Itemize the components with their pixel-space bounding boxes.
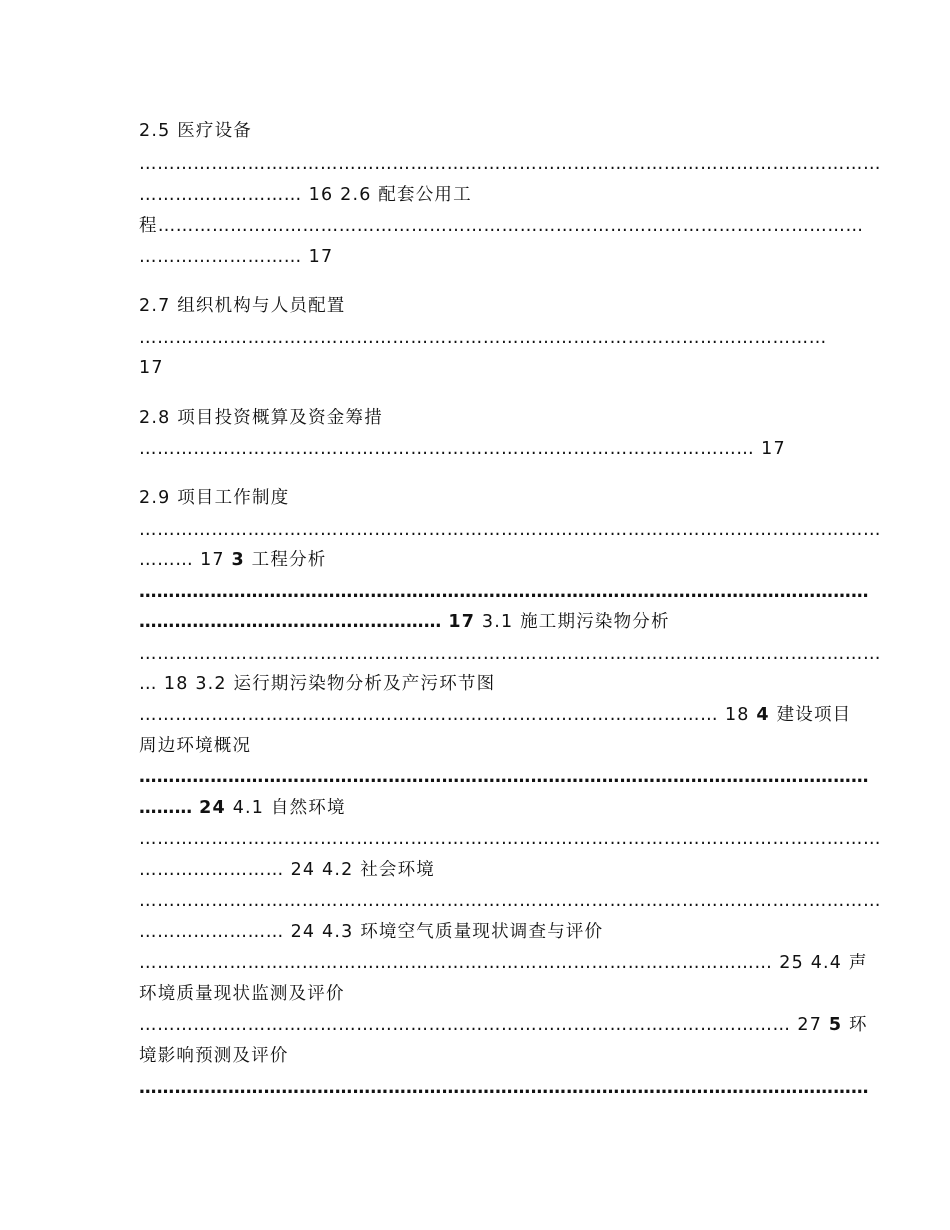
- chapter-title: 环: [848, 1015, 868, 1035]
- chapter-number: 5: [828, 1015, 843, 1035]
- dot-leader-line: [139, 153, 881, 175]
- dot-leader-line: [139, 890, 881, 912]
- toc-line: [139, 859, 435, 881]
- entry-title: 3.2 运行期污染物分析及产污环节图: [195, 674, 496, 694]
- toc-line: [139, 184, 472, 206]
- chapter-title: 境影响预测及评价: [139, 1046, 289, 1066]
- page-number: 24: [290, 860, 316, 880]
- chapter-title: 周边环境概况: [139, 736, 252, 756]
- toc-line: [139, 611, 670, 633]
- page-number: 16: [308, 185, 334, 205]
- entry-title: 程: [139, 216, 158, 236]
- dot-leader: ………………………………………………………………………………………………………: [157, 216, 864, 236]
- dot-leader-bold: ……………………………………………: [139, 612, 442, 632]
- dot-leader-line: [139, 766, 869, 788]
- chapter-title: 工程分析: [251, 550, 327, 570]
- dot-leader-bold: ……………………………………………………………………………………………………………: [139, 1078, 869, 1098]
- toc-entry-2-9: [139, 487, 289, 509]
- page-number: 17: [448, 612, 476, 632]
- page-number: 25: [779, 953, 804, 973]
- dot-leader: ……………………: [139, 860, 284, 880]
- dot-leader: ……………………………………………………………………………………………: [139, 953, 773, 973]
- toc-line: [139, 735, 251, 757]
- page-number: 24: [199, 798, 226, 818]
- toc-entry-2-7: [139, 295, 346, 317]
- toc-line: [139, 952, 868, 974]
- toc-line: [139, 1014, 868, 1036]
- toc-line: [139, 246, 333, 268]
- dot-leader-line: [139, 581, 869, 603]
- dot-leader-line: [139, 643, 881, 665]
- dot-leader: ………………………: [139, 185, 302, 205]
- entry-title: 4.2 社会环境: [322, 860, 436, 880]
- toc-line: [139, 1045, 289, 1067]
- toc-line: [139, 797, 346, 819]
- toc-line: [139, 673, 495, 695]
- page-number: 18: [163, 674, 189, 694]
- dot-leader: ……………………………………………………………………………………………………………: [139, 520, 882, 540]
- dot-leader-line: [139, 1077, 869, 1099]
- dot-leader-bold: ……………………………………………………………………………………………………………: [139, 582, 869, 602]
- entry-title: 2.8 项目投资概算及资金筹措: [139, 408, 383, 428]
- toc-line: [139, 438, 786, 460]
- entry-title: 4.3 环境空气质量现状调查与评价: [322, 922, 604, 942]
- dot-leader: …: [139, 674, 158, 694]
- dot-leader: ………: [139, 550, 194, 570]
- entry-title: 2.6 配套公用工: [340, 185, 472, 205]
- dot-leader: ……………………………………………………………………………………………………………: [139, 891, 882, 911]
- dot-leader: ………………………: [139, 247, 302, 267]
- entry-title: 4.1 自然环境: [232, 798, 346, 818]
- page-number: 17: [200, 550, 225, 570]
- chapter-title: 建设项目: [776, 705, 852, 725]
- entry-title: 2.9 项目工作制度: [139, 488, 290, 508]
- page-number: 18: [724, 705, 750, 725]
- toc-line: [139, 921, 603, 943]
- entry-title: 2.5 医疗设备: [139, 121, 252, 141]
- entry-title: 2.7 组织机构与人员配置: [139, 296, 346, 316]
- dot-leader: ……………………………………………………………………………………………………: [139, 328, 827, 348]
- toc-line: [139, 704, 851, 726]
- dot-leader-line: [139, 828, 881, 850]
- toc-entry-2-8: [139, 407, 383, 429]
- page-number: 17: [761, 439, 786, 459]
- dot-leader: ……………………………………………………………………………………: [139, 705, 719, 725]
- dot-leader: ……………………………………………………………………………………………………………: [139, 829, 882, 849]
- dot-leader-bold: ………: [139, 798, 193, 818]
- toc-line: [139, 983, 345, 1005]
- entry-title: 环境质量现状监测及评价: [139, 984, 345, 1004]
- entry-title: 4.4 声: [810, 953, 868, 973]
- dot-leader: ……………………: [139, 922, 284, 942]
- dot-leader: ……………………………………………………………………………………………………………: [139, 154, 882, 174]
- toc-entry-2-5: [139, 120, 252, 142]
- entry-title: 3.1 施工期污染物分析: [481, 612, 670, 632]
- toc-line: [139, 215, 864, 237]
- page-number: 17: [308, 247, 334, 267]
- chapter-number: 3: [231, 550, 245, 570]
- chapter-number: 4: [756, 705, 770, 725]
- dot-leader-bold: ……………………………………………………………………………………………………………: [139, 767, 869, 787]
- page-number: 17: [139, 358, 164, 378]
- dot-leader: ………………………………………………………………………………………………: [139, 1015, 791, 1035]
- dot-leader-line: [139, 519, 881, 541]
- toc-line: [139, 549, 326, 571]
- dot-leader: ……………………………………………………………………………………………………………: [139, 644, 882, 664]
- dot-leader-line: [139, 327, 827, 349]
- toc-line: [139, 357, 164, 379]
- dot-leader: …………………………………………………………………………………………: [139, 439, 755, 459]
- page-number: 24: [290, 922, 316, 942]
- page-number: 27: [797, 1015, 823, 1035]
